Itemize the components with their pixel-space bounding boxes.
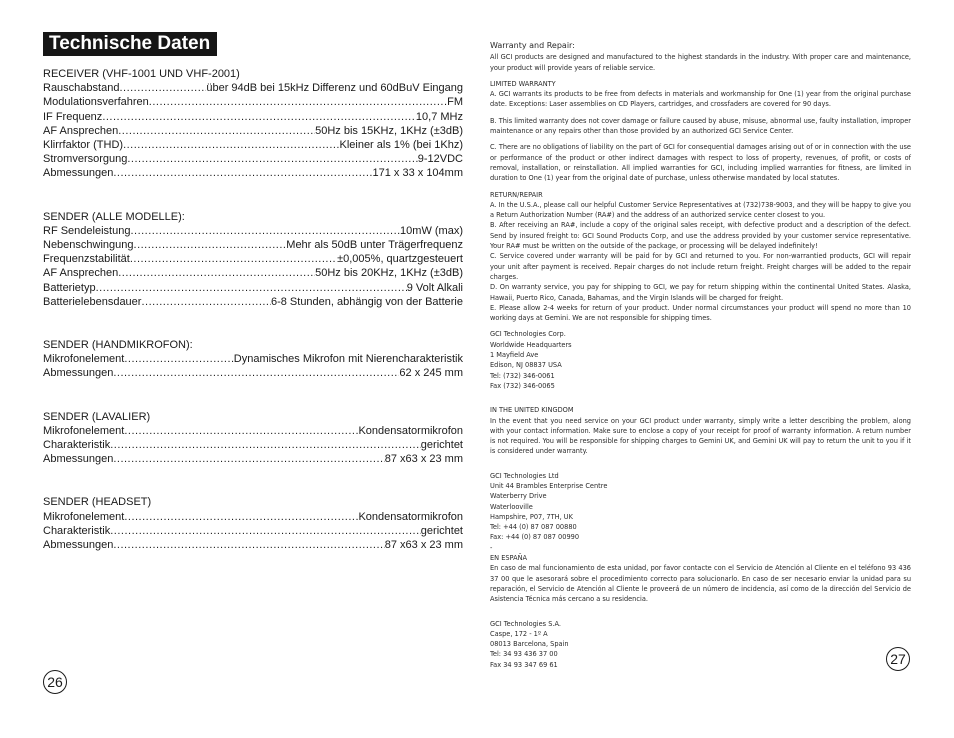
- spec-value: Kondensatormikrofon: [358, 510, 463, 523]
- address-line: Edison, NJ 08837 USA: [490, 361, 562, 370]
- spec-label: Frequenzstabilität: [43, 253, 130, 266]
- dot-leader: [118, 124, 315, 138]
- spec-row: [43, 252, 463, 266]
- spec-value: gerichtet: [420, 439, 463, 452]
- uk-heading: IN THE UNITED KINGDOM: [490, 406, 574, 415]
- address-line: 1 Mayfield Ave: [490, 351, 539, 360]
- es-address: [490, 619, 911, 670]
- spec-value: 50Hz bis 15KHz, 1KHz (±3dB): [315, 124, 463, 137]
- spec-label: Rauschabstand: [43, 82, 120, 95]
- uk-address: [490, 471, 911, 543]
- page-title: Technische Daten: [43, 32, 217, 56]
- spec-value: Dynamisches Mikrofon mit Nierencharakteristik: [233, 353, 463, 366]
- spec-label: Mikrofonelement: [43, 510, 125, 523]
- spec-value: 50Hz bis 20KHz, 1KHz (±3dB): [315, 267, 463, 280]
- spec-label: Stromversorgung: [43, 153, 128, 166]
- address-line: Hampshire, P07, 7TH, UK: [490, 512, 573, 521]
- address-line: Tel: (732) 346-0061: [490, 371, 555, 380]
- us-address: [490, 329, 911, 391]
- warranty-title: Warranty and Repair:: [490, 41, 575, 50]
- spec-row: [43, 538, 463, 552]
- spec-list: [43, 510, 463, 553]
- dot-leader: [124, 510, 358, 524]
- page-number-right: 27: [886, 647, 910, 671]
- return-paragraph: E. Please allow 2-4 weeks for return of your product. Under normal circumstances your product will spend no more than 10 working days at Gemini. We are not responsible for shipping times.: [490, 303, 911, 323]
- spec-value: 9 Volt Alkali: [406, 281, 463, 294]
- address-line: Waterlooville: [490, 502, 533, 511]
- spec-label: RF Sendeleistung: [43, 224, 131, 237]
- dot-leader: [96, 281, 407, 295]
- dot-leader: [124, 424, 358, 438]
- spec-value: Mehr als 50dB unter Trägerfrequenz: [286, 239, 463, 252]
- spec-row: [43, 110, 463, 124]
- spec-row: [43, 238, 463, 252]
- sender-headset-section: [43, 495, 463, 552]
- spec-row: [43, 124, 463, 138]
- address-line: Waterberry Drive: [490, 492, 547, 501]
- spec-label: AF Ansprechen: [43, 124, 119, 137]
- spec-row: [43, 438, 463, 452]
- address-line: Worldwide Headquarters: [490, 340, 572, 349]
- section-heading: SENDER (HEADSET): [43, 496, 152, 509]
- warranty-page: Warranty and Repair: All GCI products are designed and manufactured to the highest standards in the industry. With proper care and maintenance, your product will provide years of reliable service. LIMITED WARRANTY A. GCI warrants its products to be free from defects in materials and workmanship for One (1) year from the original purchase date. Exceptions: Laser assemblies on CD Players, cartridges, and crossfaders are covered for 90 days. B. This limited warranty does not cover damage or failure caused by abuse, misuse, abnormal use, faulty installation, improper maintenance or any repairs other than those provided by an authorized GCI Service Center. C. There are no obligations of liability on the part of GCI for consequential damages arising out of or in connection with the use or performance of the product or other indirect damages with respect to loss of property, revenues, of profit, or costs of removal, installation, or reinstallation. All implied warranties for GCI, including implied warranties for fitness, are limited in duration to One (1) year from the original date of purchase, unless otherwise mandated by local statutes. RETURN/REPAIR A. In the U.S.A., please call our helpful Customer Service Representatives at (732)738-9003, and they will be happy to give you a Return Authorization Number (RA#) and the address of an authorized service center closest to you. B. After receiving an RA#, include a copy of the original sales receipt, with defective product and a description of the defect. Send by insured freight to: GCI Sound Products Corp, and use the address provided by your customer service representative. Your RA# must be written on the outside of the package, or processing will be delayed indefinitely! C. Service covered under warranty will be paid for by GCI and returned to you. For non-warrantied products, GCI will repair your unit after payment is received. Repair charges do not include return freight. Freight charges will be added to the repair charges. D. On warranty service, you pay for shipping to GCI, we pay for return shipping within the continental United States. Alaska, Hawaii, Puerto Rico, Canada, Bahamas, and the Virgin Islands will be charged for freight. E. Please allow 2-4 weeks for return of your product. Under normal circumstances your product will spend no more than 10 working days at Gemini. We are not responsible for shipping times. GCI Technologies Corp. Worldwide Headquarters 1 Mayfield Ave Edison, NJ 08837 USA Tel: (732) 346-0061 Fax (732) 346-0065 IN THE UNITED KINGDOM In the event that you need service on your GCI product under warranty, simply write a letter describing the problem, along with your contact information. Make sure to enclose a copy of your receipt for proof of warranty information. A return number is not required. You will be responsible for shipping charges to Gemini UK, and Gemini UK will pay to return the unit to you if it is considered under warranty. GCI Technologies Ltd Unit 44 Brambles Enterprise Centre Waterberry Drive Waterlooville Hampshire, P07, 7TH, UK Tel: +44 (0) 87 087 00880 Fax: +44 (0) 87 087 00990 - EN ESPAÑA En caso de mal funcionamiento de esta unidad, por favor contacte con el Servicio de Atención al Cliente en el teléfono 93 436 37 00 que le asesorará sobre el procedimiento correcto para solucionarlo. En caso de ser necesario enviar la unidad para su reparación, el Servicio de Atención al Cliente le proveerá de un número de incidencia, así como de la dirección del Servicio de Asistencia Técnica más cercano a su residencia. GCI Technologies S.A. Caspe, 172 - 1º A 08013 Barcelona, Spain Tel: 34 93 436 37 00 Fax 34 93 347 69 61: [490, 41, 911, 669]
- return-paragraph: D. On warranty service, you pay for shipping to GCI, we pay for return shipping within the continental United States. Alaska, Hawaii, Puerto Rico, Canada, Bahamas, and the Virgin Islands will be charged for freight.: [490, 283, 911, 302]
- dot-leader: [130, 224, 400, 238]
- address-line: GCI Technologies S.A.: [490, 619, 561, 628]
- address-line: GCI Technologies Corp.: [490, 330, 566, 339]
- spec-label: Abmessungen: [43, 453, 114, 466]
- spec-list: [43, 352, 463, 380]
- spec-label: IF Frequenz: [43, 110, 103, 123]
- spec-value: 10,7 MHz: [415, 110, 463, 123]
- spec-row: [43, 152, 463, 166]
- spec-label: Klirrfaktor (THD): [43, 139, 124, 152]
- dot-leader: [113, 538, 384, 552]
- address-line: 08013 Barcelona, Spain: [490, 640, 569, 649]
- spec-row: [43, 95, 463, 109]
- dot-leader: [127, 152, 417, 166]
- address-line: Tel: +44 (0) 87 087 00880: [490, 523, 577, 532]
- dot-leader: [102, 110, 416, 124]
- section-heading: SENDER (ALLE MODELLE):: [43, 210, 185, 223]
- es-heading: EN ESPAÑA: [490, 554, 528, 563]
- dot-leader: [124, 352, 233, 366]
- dot-leader: [113, 166, 372, 180]
- es-paragraph: En caso de mal funcionamiento de esta unidad, por favor contacte con el Servicio de Atención al Cliente en el teléfono 93 436 37 00 que le asesorará sobre el procedimiento correcto para solucionarlo. En caso de ser necesario enviar la unidad para su reparación, el Servicio de Atención al Cliente le proveerá de un número de incidencia, así como de la dirección del Servicio de Asistencia Técnica más cercano a su residencia.: [490, 564, 911, 604]
- section-heading: RECEIVER (VHF-1001 UND VHF-2001): [43, 68, 240, 80]
- spec-list: [43, 224, 463, 309]
- limited-warranty-heading: LIMITED WARRANTY: [490, 79, 556, 88]
- return-paragraph: B. After receiving an RA#, include a copy of the original sales receipt, with defective product and a description of the defect. Send by insured freight to: GCI Sound Products Corp, and use the address provided by your customer service representative. Your RA# must be written on the outside of the package, or processing will be delayed indefinitely!: [490, 221, 911, 251]
- spec-row: [43, 224, 463, 238]
- spec-value: 87 x63 x 23 mm: [384, 539, 463, 552]
- spec-row: [43, 510, 463, 524]
- spec-label: Abmessungen: [43, 539, 114, 552]
- spec-row: [43, 424, 463, 438]
- dot-leader: [134, 238, 287, 252]
- spec-label: Modulationsverfahren: [43, 96, 149, 109]
- spec-row: [43, 366, 463, 380]
- spec-value: gerichtet: [420, 524, 463, 537]
- spec-value: Kondensatormikrofon: [358, 424, 463, 437]
- section-heading: SENDER (LAVALIER): [43, 410, 151, 423]
- spec-value: 62 x 245 mm: [399, 367, 463, 380]
- receiver-section: [43, 67, 463, 181]
- dot-leader: [118, 266, 315, 280]
- spec-value: 9-12VDC: [417, 153, 463, 166]
- spec-row: [43, 295, 463, 309]
- dot-leader: [110, 524, 421, 538]
- spec-row: [43, 452, 463, 466]
- page-number-left: 26: [43, 670, 67, 694]
- dot-leader: [130, 252, 337, 266]
- technical-data-page: [43, 32, 463, 552]
- spec-value: 171 x 33 x 104mm: [372, 167, 463, 180]
- spec-list: [43, 424, 463, 467]
- spec-value: 6-8 Stunden, abhängig von der Batterie: [270, 295, 463, 308]
- spec-row: [43, 138, 463, 152]
- spec-row: [43, 524, 463, 538]
- dot-leader: [119, 81, 206, 95]
- spec-row: [43, 166, 463, 180]
- spec-row: [43, 81, 463, 95]
- warranty-paragraph: C. There are no obligations of liability on the part of GCI for consequential damages arising out of or in connection with the use or performance of the product or other indirect damages with respect to loss of property, revenues, of profit, or costs of removal, installation, or reinstallation. All implied warranties for GCI, including implied warranties for fitness, are limited in duration to One (1) year from the original date of purchase, unless otherwise mandated by local statutes.: [490, 143, 911, 183]
- warranty-intro: All GCI products are designed and manufactured to the highest standards in the industry. With proper care and maintenance, your product will provide years of reliable service.: [490, 53, 911, 72]
- address-line: Fax 34 93 347 69 61: [490, 660, 558, 669]
- spec-row: [43, 352, 463, 366]
- spec-list: [43, 81, 463, 180]
- spec-label: Batterietyp: [43, 281, 96, 294]
- sender-all-section: [43, 210, 463, 309]
- dot-leader: [123, 138, 339, 152]
- spec-label: Abmessungen: [43, 167, 114, 180]
- address-line: Caspe, 172 - 1º A: [490, 629, 548, 638]
- section-heading: SENDER (HANDMIKROFON):: [43, 339, 193, 352]
- sender-lavalier-section: [43, 410, 463, 467]
- dot-leader: [110, 438, 421, 452]
- spec-value: über 94dB bei 15kHz Differenz und 60dBuV Eingang: [206, 82, 463, 95]
- spec-label: Charakteristik: [43, 439, 111, 452]
- warranty-paragraph: B. This limited warranty does not cover damage or failure caused by abuse, misuse, abnormal use, faulty installation, improper maintenance or any repairs other than those provided by an authorized GCI Service Center.: [490, 116, 911, 136]
- warranty-paragraph: A. GCI warrants its products to be free from defects in materials and workmanship for One (1) year from the original purchase date. Exceptions: Laser assemblies on CD Players, cartridges, and crossfaders are covered for 90 days.: [490, 90, 911, 109]
- dot-leader: [149, 95, 447, 109]
- uk-paragraph: In the event that you need service on your GCI product under warranty, simply write a letter describing the problem, along with your contact information. Make sure to enclose a copy of your receipt for proof of warranty information. A return number is not required. You will be responsible for shipping charges to Gemini UK, and Gemini UK will pay to return the unit to you if it is considered under warranty.: [490, 416, 911, 456]
- dot-leader: [141, 295, 271, 309]
- spec-label: Mikrofonelement: [43, 424, 125, 437]
- address-line: Tel: 34 93 436 37 00: [490, 650, 558, 659]
- spec-value: Kleiner als 1% (bei 1Khz): [339, 139, 463, 152]
- spec-label: Nebenschwingung: [43, 239, 134, 252]
- spec-row: [43, 266, 463, 280]
- sender-handheld-section: [43, 338, 463, 381]
- address-line: Fax (732) 346-0065: [490, 381, 555, 390]
- return-paragraph: A. In the U.S.A., please call our helpful Customer Service Representatives at (732)738-9003, and they will be happy to give you a Return Authorization Number (RA#) and the address of an authorized service center closest to you.: [490, 200, 911, 220]
- return-paragraph: C. Service covered under warranty will be paid for by GCI and returned to you. For non-warrantied products, GCI will repair your unit after payment is received. Repair charges do not include return freight. Freight charges will be added to the repair charges.: [490, 252, 911, 281]
- address-line: Fax: +44 (0) 87 087 00990: [490, 533, 580, 542]
- return-repair-heading: RETURN/REPAIR: [490, 190, 543, 199]
- spec-value: 10mW (max): [400, 224, 463, 237]
- address-line: Unit 44 Brambles Enterprise Centre: [490, 481, 608, 490]
- spec-label: Batterielebensdauer: [43, 295, 142, 308]
- spec-label: AF Ansprechen: [43, 267, 119, 280]
- spec-value: 87 x63 x 23 mm: [384, 453, 463, 466]
- dot-leader: [113, 366, 399, 380]
- dot-leader: [113, 452, 384, 466]
- spec-row: [43, 281, 463, 295]
- spec-value: ±0,005%, quartzgesteuert: [337, 253, 463, 266]
- spec-value: FM: [447, 96, 463, 109]
- address-line: GCI Technologies Ltd: [490, 471, 559, 480]
- spec-label: Charakteristik: [43, 524, 111, 537]
- spec-label: Abmessungen: [43, 367, 114, 380]
- spec-label: Mikrofonelement: [43, 353, 125, 366]
